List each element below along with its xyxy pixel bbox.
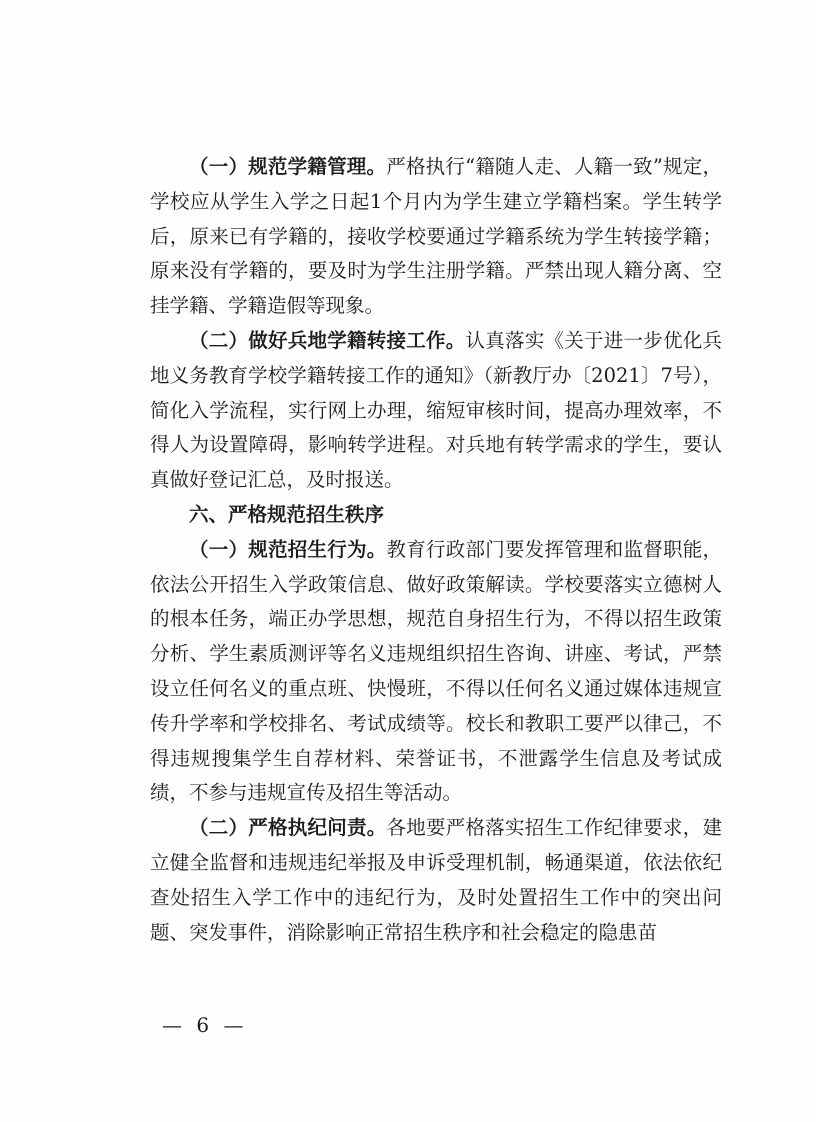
paragraph-text: 认真落实《关于进一步优化兵地义务教育学校学籍转接工作的通知》（新教厅办〔2021〕7号），简化入学流程，实行网上办理，缩短审核时间，提高办理效率，不得人为设置障碍，影响转学进程。对兵地有转学需求的学生，要认真做好登记汇总，及时报送。 [150, 328, 722, 492]
paragraph-text: 各地要严格落实招生工作纪律要求，建立健全监督和违规违纪举报及申诉受理机制，畅通渠道，依法依纪查处招生入学工作中的违纪行为，及时处置招生工作中的突出问题、突发事件，消除影响正常招生秩序和社会稳定的隐患苗 [150, 816, 722, 944]
paragraph-lead: （二）做好兵地学籍转接工作。 [189, 328, 466, 352]
paragraph-text: 教育行政部门要发挥管理和监督职能，依法公开招生入学政策信息、做好政策解读。学校要落实立德树人的根本任务，端正办学思想，规范自身招生行为，不得以招生政策分析、学生素质测评等名义违规组织招生咨询、讲座、考试，严禁设立任何名义的重点班、快慢班，不得以任何名义通过媒体违规宣传升学率和学校排名、考试成绩等。校长和教职工要严以律己，不得违规搜集学生自荐材料、荣誉证书，不泄露学生信息及考试成绩，不参与违规宣传及招生等活动。 [150, 537, 722, 805]
section-heading: 六、严格规范招生秩序 [189, 502, 385, 526]
paragraph-enrollment-conduct [150, 533, 722, 811]
document-body [150, 150, 722, 950]
paragraph-text: 严格执行“籍随人走、人籍一致”规定，学校应从学生入学之日起1个月内为学生建立学籍档案。学生转学后，原来已有学籍的，接收学校要通过学籍系统为学生转接学籍；原来没有学籍的，要及时为学生注册学籍。严禁出现人籍分离、空挂学籍、学籍造假等现象。 [150, 155, 722, 318]
paragraph-registry-transfer [150, 324, 722, 498]
paragraph-lead: （一）规范学籍管理。 [189, 155, 387, 178]
paragraph-lead: （二）严格执纪问责。 [189, 816, 387, 840]
paragraph-lead: （一）规范招生行为。 [189, 537, 387, 561]
paragraph-discipline-accountability [150, 811, 722, 950]
paragraph-student-registry-management [150, 150, 722, 324]
page-number: — 6 — [162, 1013, 248, 1037]
